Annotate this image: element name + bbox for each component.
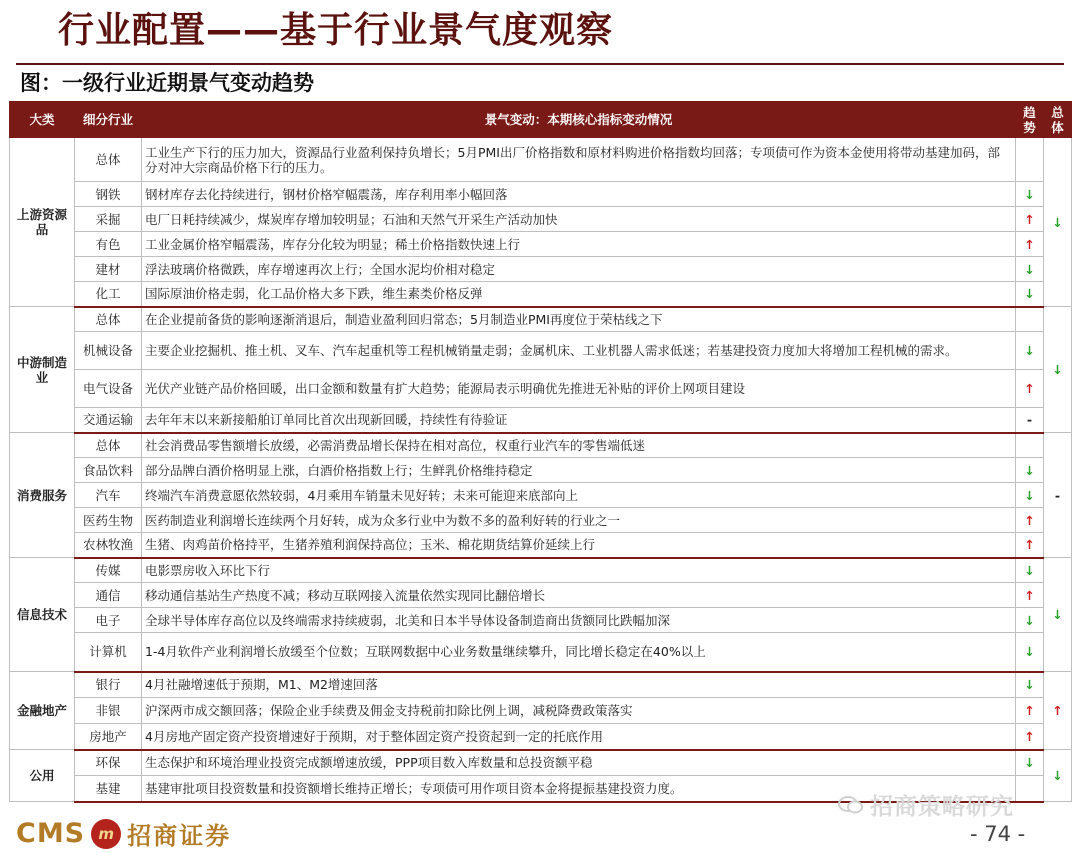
trend-up-icon: ↑ <box>1016 724 1044 750</box>
sub-industry-cell: 农林牧渔 <box>75 533 142 558</box>
trend-down-icon: ↓ <box>1016 483 1044 508</box>
sub-industry-cell: 通信 <box>75 583 142 608</box>
description-cell: 医药制造业利润增长连续两个月好转，成为众多行业中为数不多的盈利好转的行业之一 <box>142 508 1016 533</box>
trend-down-icon: ↓ <box>1016 257 1044 282</box>
trend-up-icon: ↑ <box>1016 207 1044 232</box>
table-row <box>10 182 1072 207</box>
category-cell: 中游制造业 <box>10 307 75 433</box>
table-row <box>10 698 1072 724</box>
wechat-icon <box>838 795 864 815</box>
trend-cell <box>1016 776 1044 802</box>
description-cell: 去年年末以来新接船舶订单同比首次出现新回暖，持续性有待验证 <box>142 408 1016 433</box>
table-row <box>10 608 1072 633</box>
sub-industry-cell: 钢铁 <box>75 182 142 207</box>
trend-up-icon: ↑ <box>1016 370 1044 408</box>
description-cell: 钢材库存去化持续进行，钢材价格窄幅震荡，库存利用率小幅回落 <box>142 182 1016 207</box>
table-row <box>10 533 1072 558</box>
total-down-icon: ↓ <box>1044 558 1072 672</box>
table-row <box>10 750 1072 776</box>
description-cell: 在企业提前备货的影响逐渐消退后，制造业盈利回归常态；5月制造业PMI再度位于荣枯线之下 <box>142 307 1016 332</box>
category-cell: 公用 <box>10 750 75 802</box>
header-description: 景气变动：本期核心指标变动情况 <box>142 102 1016 138</box>
table-row <box>10 408 1072 433</box>
trend-cell <box>1016 433 1044 458</box>
table-row <box>10 483 1072 508</box>
sub-industry-cell: 银行 <box>75 672 142 698</box>
category-cell: 消费服务 <box>10 433 75 558</box>
table-row <box>10 370 1072 408</box>
cms-logo <box>16 816 231 851</box>
sub-industry-cell: 非银 <box>75 698 142 724</box>
header-sub-industry: 细分行业 <box>75 102 142 138</box>
description-cell: 社会消费品零售额增长放缓，必需消费品增长保持在相对高位，权重行业汽车的零售端低迷 <box>142 433 1016 458</box>
header-category: 大类 <box>10 102 75 138</box>
sub-industry-cell: 传媒 <box>75 558 142 583</box>
watermark-text: 招商策略研究 <box>870 794 1014 820</box>
description-cell: 生态保护和环境治理业投资完成额增速放缓，PPP项目数入库数量和总投资额平稳 <box>142 750 1016 776</box>
category-cell: 上游资源品 <box>10 138 75 307</box>
description-cell: 部分品牌白酒价格明显上涨，白酒价格指数上行；生鲜乳价格维持稳定 <box>142 458 1016 483</box>
description-cell: 移动通信基站生产热度不减；移动互联网接入流量依然实现同比翻倍增长 <box>142 583 1016 608</box>
trend-cell <box>1016 138 1044 182</box>
table-row <box>10 583 1072 608</box>
sub-industry-cell: 基建 <box>75 776 142 802</box>
trend-down-icon: ↓ <box>1016 332 1044 370</box>
trend-down-icon: ↓ <box>1016 750 1044 776</box>
sub-industry-cell: 采掘 <box>75 207 142 232</box>
table-row <box>10 633 1072 672</box>
brand-name: 招商证券 <box>127 822 232 850</box>
trend-cell: - <box>1016 408 1044 433</box>
description-cell: 1-4月软件产业利润增长放缓至个位数；互联网数据中心业务数量继续攀升，同比增长稳定在40%以上 <box>142 633 1016 672</box>
description-cell: 工业生产下行的压力加大，资源品行业盈利保持负增长；5月PMI出厂价格指数和原材料购进价格指数均回落；专项债可作为资本金使用将带动基建加码，部分对冲大宗商品价格下行的压力。 <box>142 138 1016 182</box>
cms-text: CMS <box>16 818 86 849</box>
table-body <box>10 138 1072 802</box>
total-cell: - <box>1044 433 1072 558</box>
total-down-icon: ↓ <box>1044 750 1072 802</box>
sub-industry-cell: 总体 <box>75 138 142 182</box>
sub-industry-cell: 环保 <box>75 750 142 776</box>
sub-industry-cell: 电气设备 <box>75 370 142 408</box>
trend-up-icon: ↑ <box>1016 583 1044 608</box>
trend-down-icon: ↓ <box>1016 672 1044 698</box>
industry-table <box>9 101 1072 803</box>
sub-industry-cell: 建材 <box>75 257 142 282</box>
sub-industry-cell: 汽车 <box>75 483 142 508</box>
sub-industry-cell: 总体 <box>75 307 142 332</box>
total-down-icon: ↓ <box>1044 138 1072 307</box>
category-cell: 信息技术 <box>10 558 75 672</box>
table-row <box>10 724 1072 750</box>
trend-down-icon: ↓ <box>1016 282 1044 307</box>
description-cell: 全球半导体库存高位以及终端需求持续疲弱，北美和日本半导体设备制造商出货额同比跌幅加深 <box>142 608 1016 633</box>
table-row <box>10 672 1072 698</box>
sub-industry-cell: 食品饮料 <box>75 458 142 483</box>
description-cell: 4月房地产固定资产投资增速好于预期，对于整体固定资产投资起到一定的托底作用 <box>142 724 1016 750</box>
description-cell: 国际原油价格走弱，化工品价格大多下跌，维生素类价格反弹 <box>142 282 1016 307</box>
trend-up-icon: ↑ <box>1016 533 1044 558</box>
description-cell: 光伏产业链产品价格回暖，出口金额和数量有扩大趋势；能源局表示明确优先推进无补贴的评价上网项目建设 <box>142 370 1016 408</box>
table-row <box>10 508 1072 533</box>
table-row <box>10 232 1072 257</box>
category-cell: 金融地产 <box>10 672 75 750</box>
trend-down-icon: ↓ <box>1016 458 1044 483</box>
table-row <box>10 282 1072 307</box>
table-row <box>10 332 1072 370</box>
description-cell: 基建审批项目投资数量和投资额增长维持正增长；专项债可用作项目资本金将提振基建投资力度。 <box>142 776 1016 802</box>
trend-down-icon: ↓ <box>1016 608 1044 633</box>
total-up-icon: ↑ <box>1044 672 1072 750</box>
description-cell: 电厂日耗持续减少，煤炭库存增加较明显；石油和天然气开采生产活动加快 <box>142 207 1016 232</box>
trend-down-icon: ↓ <box>1016 633 1044 672</box>
description-cell: 浮法玻璃价格微跌，库存增速再次上行；全国水泥均价相对稳定 <box>142 257 1016 282</box>
table-row <box>10 138 1072 182</box>
header-total: 总体 <box>1044 102 1072 138</box>
header-trend: 趋势 <box>1016 102 1044 138</box>
figure-caption: 图：一级行业近期景气变动趋势 <box>20 71 314 95</box>
trend-down-icon: ↓ <box>1016 182 1044 207</box>
trend-cell <box>1016 307 1044 332</box>
description-cell: 沪深两市成交额回落；保险企业手续费及佣金支持税前扣除比例上调，减税降费政策落实 <box>142 698 1016 724</box>
title-divider <box>16 63 1064 65</box>
sub-industry-cell: 交通运输 <box>75 408 142 433</box>
sub-industry-cell: 机械设备 <box>75 332 142 370</box>
page-number: - 74 - <box>970 822 1026 846</box>
sub-industry-cell: 有色 <box>75 232 142 257</box>
table-row <box>10 257 1072 282</box>
description-cell: 生猪、肉鸡苗价格持平，生猪养殖利润保持高位；玉米、棉花期货结算价延续上行 <box>142 533 1016 558</box>
page-title: 行业配置——基于行业景气度观察 <box>58 10 614 51</box>
description-cell: 工业金属价格窄幅震荡，库存分化较为明显；稀土价格指数快速上行 <box>142 232 1016 257</box>
description-cell: 4月社融增速低于预期，M1、M2增速回落 <box>142 672 1016 698</box>
sub-industry-cell: 医药生物 <box>75 508 142 533</box>
sub-industry-cell: 化工 <box>75 282 142 307</box>
logo-mark-icon: m <box>91 819 121 849</box>
trend-up-icon: ↑ <box>1016 232 1044 257</box>
description-cell: 终端汽车消费意愿依然较弱，4月乘用车销量未见好转；未来可能迎来底部向上 <box>142 483 1016 508</box>
trend-up-icon: ↑ <box>1016 698 1044 724</box>
description-cell: 电影票房收入环比下行 <box>142 558 1016 583</box>
trend-down-icon: ↓ <box>1016 558 1044 583</box>
table-row <box>10 458 1072 483</box>
total-down-icon: ↓ <box>1044 307 1072 433</box>
table-row <box>10 307 1072 332</box>
table-row <box>10 558 1072 583</box>
sub-industry-cell: 总体 <box>75 433 142 458</box>
description-cell: 主要企业挖掘机、推土机、叉车、汽车起重机等工程机械销量走弱；金属机床、工业机器人需求低迷；若基建投资力度加大将增加工程机械的需求。 <box>142 332 1016 370</box>
table-row <box>10 433 1072 458</box>
watermark <box>838 788 1014 821</box>
table-row <box>10 207 1072 232</box>
sub-industry-cell: 电子 <box>75 608 142 633</box>
sub-industry-cell: 计算机 <box>75 633 142 672</box>
header-row <box>10 102 1072 138</box>
sub-industry-cell: 房地产 <box>75 724 142 750</box>
trend-up-icon: ↑ <box>1016 508 1044 533</box>
